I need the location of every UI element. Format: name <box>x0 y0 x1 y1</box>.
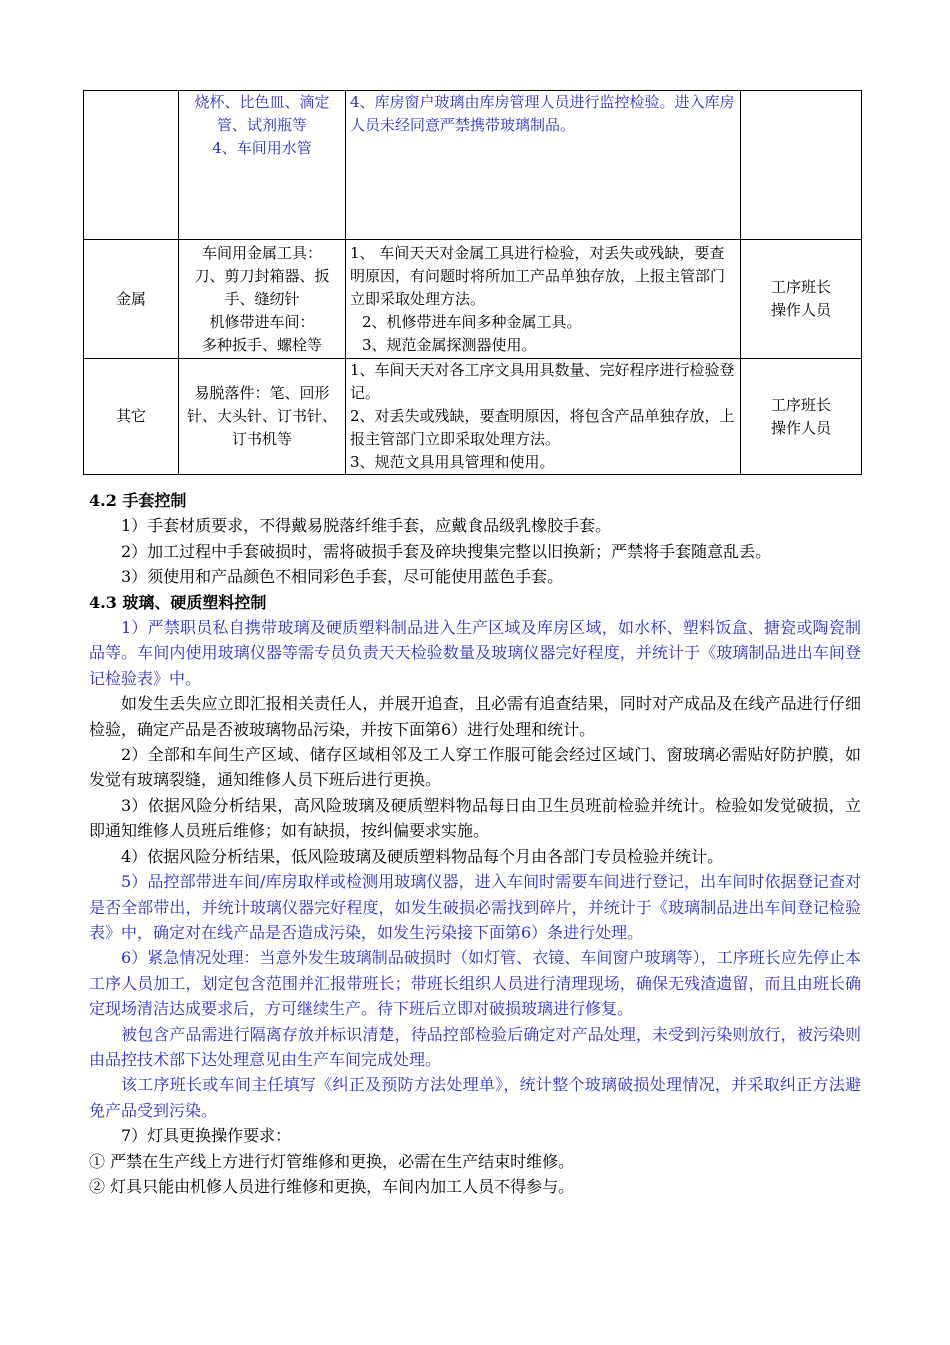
paragraph: 4）依据风险分析结果，低风险玻璃及硬质塑料物品每个月由各部门专员检验并统计。 <box>121 846 724 866</box>
table-cell-category <box>84 91 179 240</box>
measure-text: 2、机修带进车间多种金属工具。 <box>362 312 582 331</box>
paragraph: 3）依据风险分析结果，高风险玻璃及硬质塑料物品每日由卫生员班前检验并统计。检验如发觉破损，立即通知维修人员班后维修；如有缺损，按纠偏要求实施。 <box>89 795 861 841</box>
table-cell-measures <box>346 240 741 359</box>
responsible-text: 工序班长 <box>770 278 831 296</box>
responsible-text: 操作人员 <box>770 301 831 319</box>
item-text: 多种扳手、螺栓等 <box>201 335 322 354</box>
measure-text: 1、车间天天对各工序文具用具数量、完好程序进行检验登记。 <box>350 361 735 402</box>
section-heading-4-2: 4.2 手套控制 <box>89 491 187 510</box>
responsible-text: 操作人员 <box>770 418 831 437</box>
table-cell-category: 其它 <box>84 359 179 475</box>
table-cell-items <box>179 359 346 475</box>
table-cell-category: 金属 <box>84 240 179 359</box>
measure-text: 3、规范文具用具管理和使用。 <box>350 453 555 471</box>
body-text <box>89 488 861 1199</box>
control-table <box>83 90 862 475</box>
paragraph: 6）紧急情况处理：当意外发生玻璃制品破损时（如灯管、衣镜、车间窗户玻璃等），工序班长应先停止本工序人员加工，划定包含范围并汇报带班长；带班长组织人员进行清理现场，确保无残渣遗留，而且由班长确定现场清洁达成要求后，方可继续生产。待下班后立即对破损玻璃进行修复。 <box>89 948 861 1019</box>
paragraph: 5）品控部带进车间/库房取样或检测用玻璃仪器，进入车间时需要车间进行登记，出车间时依据登记查对是否全部带出，并统计玻璃仪器完好程度，如发生破损必需找到碎片，并统计于《玻璃制品进出车间登记检验表》中，确定对在线产品是否造成污染，如发生污染接下面第6）条进行处理。 <box>89 872 861 942</box>
list-item: ① 严禁在生产线上方进行灯管维修和更换，必需在生产结束时维修。 <box>89 1151 575 1171</box>
item-text: 刀、剪刀封箱器、扳手、缝纫针 <box>194 266 330 308</box>
paragraph: 7）灯具更换操作要求： <box>121 1126 292 1146</box>
measure-text: 2、对丢失或残缺，要查明原因，将包含产品单独存放，上报主管部门立即采取处理方法。 <box>350 407 735 448</box>
table-row <box>84 91 862 240</box>
item-text: 机修带进车间： <box>209 312 315 331</box>
table-cell-responsible <box>741 91 862 240</box>
table-cell-measures <box>346 359 741 475</box>
table-cell-responsible <box>741 240 862 359</box>
paragraph: 如发生丢失应立即汇报相关责任人，并展开追查，且必需有追查结果，同时对产成品及在线产品进行仔细检验，确定产品是否被玻璃物品污染，并按下面第6）进行处理和统计。 <box>89 694 861 739</box>
paragraph: 2）全部和车间生产区域、储存区域相邻及工人穿工作服可能会经过区域门、窗玻璃必需贴好防护膜，如发觉有玻璃裂缝，通知维修人员下班后进行更换。 <box>89 745 861 790</box>
paragraph: 3）须使用和产品颜色不相同彩色手套，尽可能使用蓝色手套。 <box>121 567 564 587</box>
paragraph: 1）严禁职员私自携带玻璃及硬质塑料制品进入生产区域及库房区域，如水杯、塑料饭盒、搪瓷或陶瓷制品等。车间内使用玻璃仪器等需专员负责天天检验数量及玻璃仪器完好程度，并统计于《玻璃制品进出车间登记检验表》中。 <box>89 618 861 688</box>
item-text: 4、车间用水管 <box>212 139 312 157</box>
responsible-text: 工序班长 <box>770 395 831 414</box>
measure-text: 3、规范金属探测器使用。 <box>362 335 537 354</box>
table-cell-measures <box>346 91 741 240</box>
measure-text: 4、库房窗户玻璃由库房管理人员进行监控检验。进入库房人员未经同意严禁携带玻璃制品。 <box>350 93 735 134</box>
table-cell-items <box>179 91 346 240</box>
paragraph: 该工序班长或车间主任填写《纠正及预防方法处理单》，统计整个玻璃破损处理情况，并采取纠正方法避免产品受到污染。 <box>89 1075 861 1120</box>
section-heading-4-3: 4.3 玻璃、硬质塑料控制 <box>89 592 267 612</box>
measure-text: 1、 车间天天对金属工具进行检验，对丢失或残缺，要查明原因，有问题时将所加工产品单独存放，上报主管部门立即采取处理方法。 <box>350 243 726 308</box>
paragraph: 被包含产品需进行隔离存放并标识清楚，待品控部检验后确定对产品处理，未受到污染则放行，被污染则由品控技术部下达处理意见由生产车间完成处理。 <box>89 1024 861 1069</box>
paragraph: 2）加工过程中手套破损时，需将破损手套及碎块搜集完整以旧换新；严禁将手套随意乱丢。 <box>121 541 772 561</box>
table-row <box>84 359 862 475</box>
item-text: 车间用金属工具： <box>201 243 322 262</box>
table-cell-items <box>179 240 346 359</box>
table-row <box>84 240 862 359</box>
list-item: ② 灯具只能由机修人员进行维修和更换，车间内加工人员不得参与。 <box>89 1176 575 1196</box>
paragraph: 1）手套材质要求，不得戴易脱落纤维手套，应戴食品级乳橡胶手套。 <box>121 516 612 536</box>
table-cell-responsible <box>741 359 862 475</box>
item-text: 易脱落件：笔、回形针、大头针、订书针、订书机等 <box>186 384 337 448</box>
item-text: 烧杯、比色皿、滴定管、试剂瓶等 <box>194 93 330 134</box>
